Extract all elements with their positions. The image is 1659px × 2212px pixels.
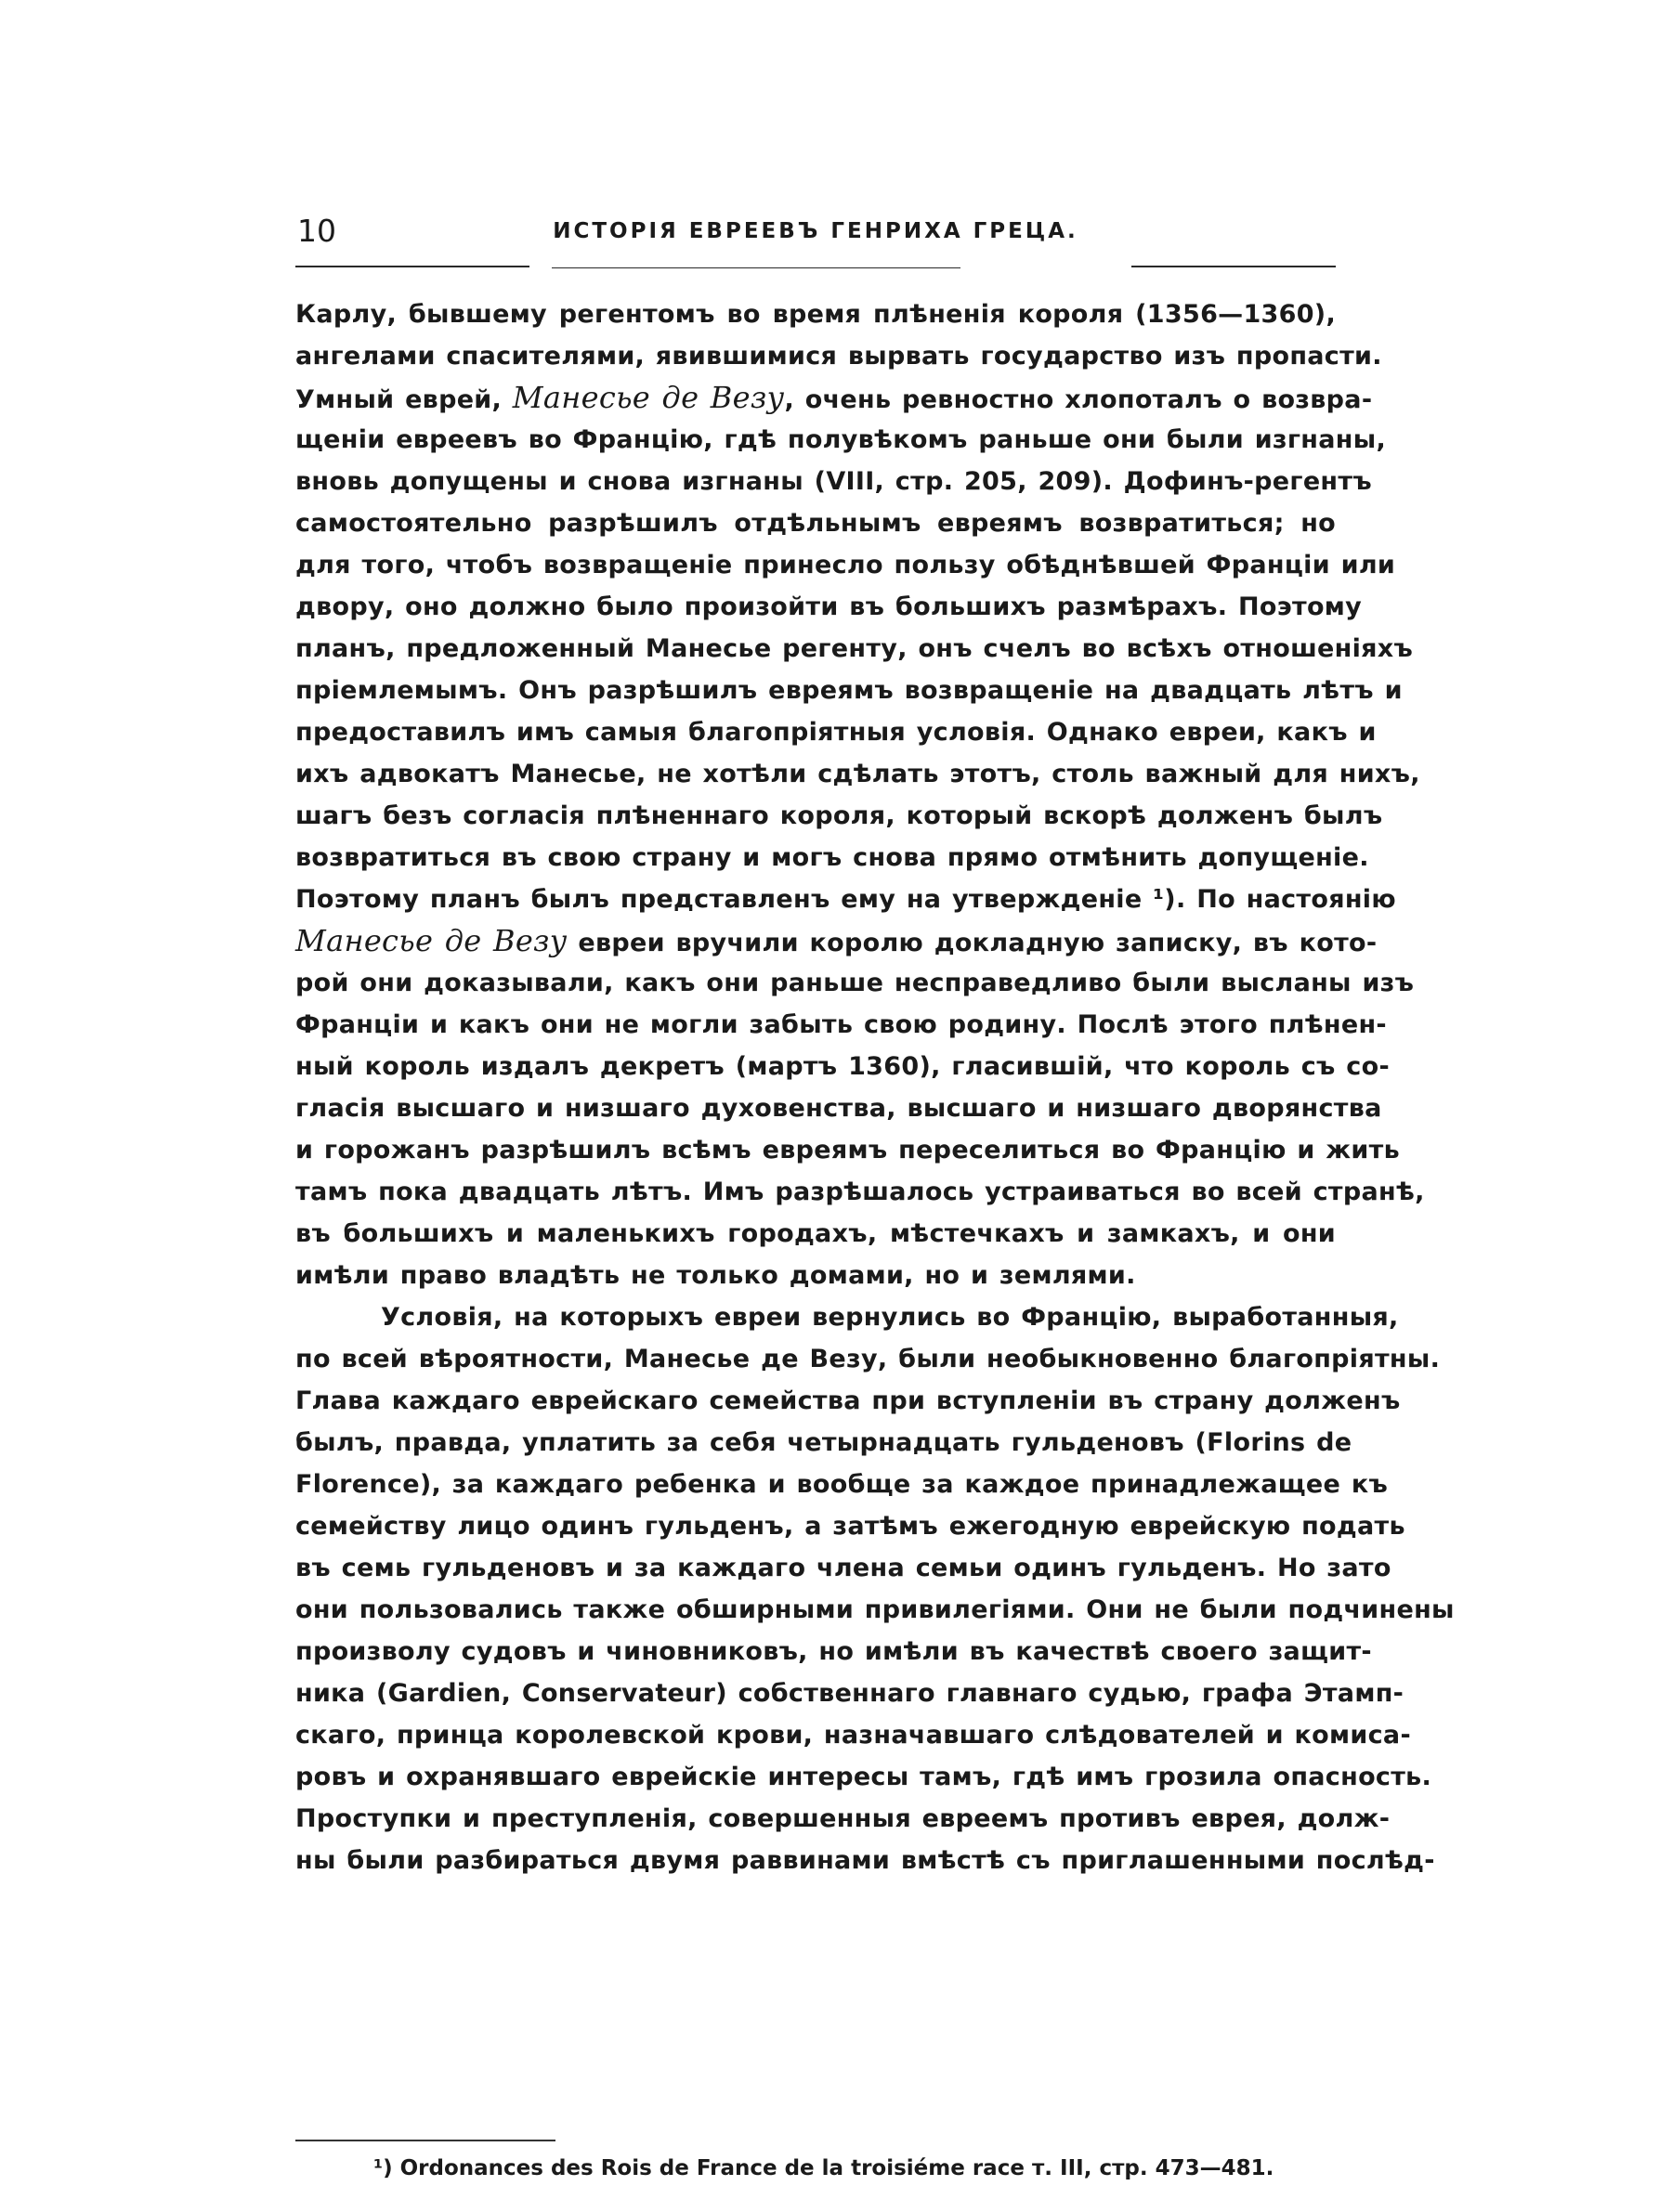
text-run: имѣли право владѣть не только домами, но и землями. [295,1261,1136,1290]
text-run: по всей вѣроятности, Манесье де Везу, были необыкновенно благопріятны. [295,1345,1441,1373]
text-run: пріемлемымъ. Онъ разрѣшилъ евреямъ возвращеніе на двадцать лѣтъ и [295,676,1403,705]
text-line [295,1631,1372,1672]
text-run: скаго, принца королевской крови, назначавшаго слѣдователей и комиса- [295,1721,1411,1750]
text-line [295,335,1382,377]
text-line [295,1589,1455,1631]
text-line [295,1714,1411,1756]
text-line [295,1756,1432,1798]
text-line [295,586,1363,628]
text-run: Франціи и какъ они не могли забыть свою родину. Послѣ этого плѣнен- [295,1010,1387,1039]
text-run: тамъ пока двадцать лѣтъ. Имъ разрѣшалось устраиваться во всей странѣ, [295,1178,1425,1206]
text-line [295,1046,1390,1087]
text-run: рой они доказывали, какъ они раньше несправедливо были высланы изъ [295,969,1415,997]
text-run: въ большихъ и маленькихъ городахъ, мѣстечкахъ и замкахъ, и они [295,1219,1336,1248]
header-rule [552,267,960,268]
text-run: и горожанъ разрѣшилъ всѣмъ евреямъ переселиться во Францію и жить [295,1136,1400,1165]
text-run: возвратиться въ свою страну и могъ снова прямо отмѣнить допущеніе. [295,843,1369,872]
italic-name: Манесье де Везу [295,923,568,958]
page-number: 10 [297,213,336,249]
text-run: самостоятельно разрѣшилъ отдѣльнымъ евреямъ возвратиться; но [295,509,1336,538]
text-run: гласія высшаго и низшаго духовенства, высшаго и низшаго дворянства [295,1094,1382,1123]
text-line [295,502,1336,544]
text-run: ный король издалъ декретъ (мартъ 1360), гласившій, что король съ со- [295,1052,1390,1081]
text-run: семейству лицо одинъ гульденъ, а затѣмъ ежегодную еврейскую подать [295,1512,1405,1541]
book-page [295,204,1455,2180]
header-rule [295,266,529,267]
text-line [295,377,1373,419]
text-run: Глава каждаго еврейскаго семейства при вступленіи въ страну долженъ [295,1386,1401,1415]
paragraph [295,293,1425,1296]
text-line [295,1422,1352,1464]
text-line [295,962,1415,1004]
text-run: для того, чтобъ возвращеніе принесло пользу обѣднѣвшей Франціи или [295,551,1396,579]
text-line [295,1004,1387,1046]
text-run: Карлу, бывшему регентомъ во время плѣненія короля (1356—1360), [295,300,1336,329]
footnote: ¹) Ordonances des Rois de France de la troisiéme race т. III, стр. 473—481. [373,2156,1274,2180]
text-run: предоставилъ имъ самыя благопріятныя условія. Однако евреи, какъ и [295,718,1377,747]
text-line [295,1213,1336,1255]
text-run: двору, оно должно было произойти въ большихъ размѣрахъ. Поэтому [295,592,1363,621]
text-run: ихъ адвокатъ Манесье, не хотѣли сдѣлать этотъ, столь важный для нихъ, [295,760,1420,788]
body-text [295,293,1455,1881]
text-line [295,1380,1401,1422]
text-line [295,1464,1389,1505]
text-run: Умный еврей, [295,385,513,414]
text-line [295,1255,1336,1296]
text-line [295,1672,1404,1714]
text-run: , очень ревностно хлопоталъ о возвра- [784,385,1373,414]
text-line [295,544,1396,586]
text-run: былъ, правда, уплатить за себя четырнадцать гульденовъ (Florins de [295,1428,1352,1457]
footnote-rule [295,2140,555,2141]
text-line [295,1129,1400,1171]
text-run: ника (Gardien, Conservateur) собственнаго главнаго судью, графа Этамп- [295,1679,1404,1708]
text-line [295,1505,1405,1547]
text-line [295,670,1403,711]
text-run: ровъ и охранявшаго еврейскіе интересы тамъ, гдѣ имъ грозила опасность. [295,1763,1432,1791]
text-run: Поэтому планъ былъ представленъ ему на утвержденіе ¹). По настоянію [295,885,1396,914]
text-run: ангелами спасителями, явившимися вырвать государство изъ пропасти. [295,342,1382,371]
text-line [295,1296,1399,1338]
text-run: Условія, на которыхъ евреи вернулись во Францію, выработанныя, [381,1303,1399,1332]
text-line [295,753,1420,795]
text-line [295,837,1369,878]
text-line [295,628,1414,670]
text-run: щеніи евреевъ во Францію, гдѣ полувѣкомъ раньше они были изгнаны, [295,425,1387,454]
text-line [295,461,1372,502]
page-header [295,204,1336,260]
text-run: въ семь гульденовъ и за каждаго члена семьи одинъ гульденъ. Но зато [295,1554,1391,1582]
text-line [295,419,1387,461]
text-line [295,795,1383,837]
text-line [295,1171,1425,1213]
running-title: ИСТОРІЯ ЕВРЕЕВЪ ГЕНРИХА ГРЕЦА. [553,219,1078,243]
text-run: планъ, предложенный Манесье регенту, онъ счелъ во всѣхъ отношеніяхъ [295,634,1414,663]
italic-name: Манесье де Везу [512,380,785,415]
text-run: ны были разбираться двумя раввинами вмѣстѣ съ приглашенными послѣд- [295,1846,1435,1875]
text-line [295,1840,1435,1881]
text-run: Проступки и преступленія, совершенныя евреемъ противъ еврея, долж- [295,1804,1391,1833]
text-run: они пользовались также обширными привилегіями. Они не были подчинены [295,1595,1455,1624]
text-line [295,1798,1391,1840]
text-run: произволу судовъ и чиновниковъ, но имѣли въ качествѣ своего защит- [295,1637,1372,1666]
text-line [295,878,1396,920]
text-run: шагъ безъ согласія плѣненнаго короля, который вскорѣ долженъ былъ [295,801,1383,830]
text-run: евреи вручили королю докладную записку, въ кото- [567,929,1378,957]
text-line [295,1087,1382,1129]
text-line [295,293,1336,335]
paragraph [295,1296,1455,1881]
header-rule [1131,266,1336,267]
text-line [295,920,1378,962]
text-line [295,711,1377,753]
text-run: вновь допущены и снова изгнаны (VIII, стр. 205, 209). Дофинъ-регентъ [295,467,1372,496]
text-line [295,1338,1441,1380]
text-run: Florence), за каждаго ребенка и вообще за каждое принадлежащее къ [295,1470,1389,1499]
text-line [295,1547,1391,1589]
